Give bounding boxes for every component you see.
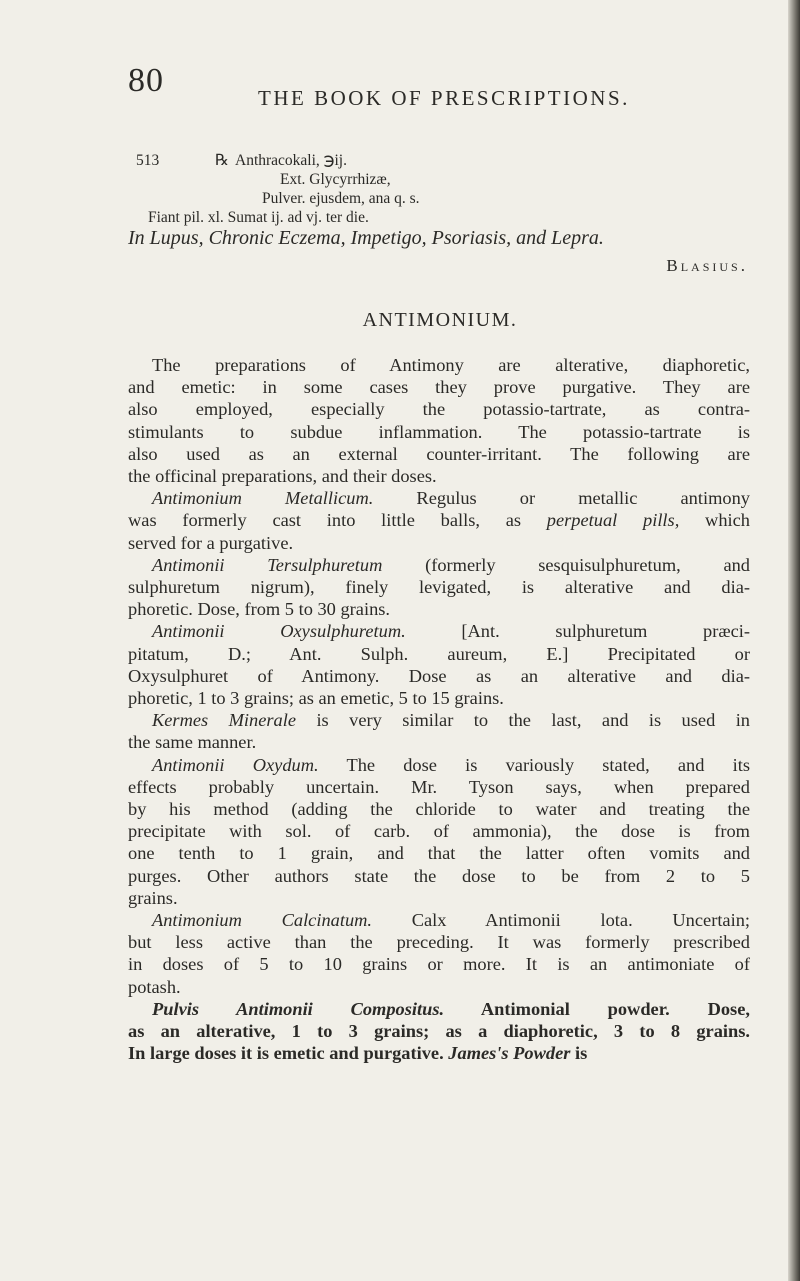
text-line: stimulants to subdue inflammation. The potassio-tartrate is: [128, 421, 750, 442]
text-line: Antimonii Oxysulphuretum. [Ant. sulphuretum præci-: [152, 621, 750, 642]
text-line: effects probably uncertain. Mr. Tyson says, when prepared: [128, 776, 750, 797]
page-edge-shadow: [788, 0, 800, 1281]
section-body: [128, 354, 750, 1065]
text-line: phoretic. Dose, from 5 to 30 grains.: [128, 599, 391, 620]
text-line: as an alterative, 1 to 3 grains; as a diaphoretic, 3 to 8 grains.: [128, 1021, 750, 1042]
entry-term: Antimonii Oxydum.: [152, 754, 319, 775]
text-line: The preparations of Antimony are alterative, diaphoretic,: [152, 355, 750, 375]
prescription-line: Fiant pil. xl. Sumat ij. ad vj. ter die.: [148, 209, 369, 226]
entry-term: Kermes Minerale: [152, 710, 297, 731]
text-line: grains.: [128, 887, 178, 908]
text-line: sulphuretum nigrum), finely levigated, is alterative and dia-: [128, 577, 750, 598]
text-line: Antimonii Tersulphuretum (formerly sesquisulphuretum, and: [152, 554, 750, 575]
section-heading: ANTIMONIUM.: [362, 309, 518, 331]
prescription-author: Blasius.: [666, 256, 748, 275]
entry-term: Antimonii Oxysulphuretum.: [152, 621, 406, 642]
text-line: and emetic: in some cases they prove purgative. They are: [128, 377, 750, 398]
text-line: also employed, especially the potassio-tartrate, as contra-: [128, 399, 750, 420]
entry-term: Antimonium Calcinatum.: [152, 910, 373, 931]
text-line: was formerly cast into little balls, as perpetual pills, which: [128, 510, 750, 531]
prescription-line: Pulver. ejusdem, ana q. s.: [262, 190, 420, 207]
prescription-number: 513: [136, 152, 160, 169]
text-line: also used as an external counter-irritant. The following are: [128, 443, 750, 464]
text-line: precipitate with sol. of carb. of ammonia), the dose is from: [128, 821, 750, 842]
text-line: by his method (adding the chloride to water and treating the: [128, 799, 750, 820]
recipe-symbol-icon: ℞: [215, 152, 229, 169]
text-line: served for a purgative.: [128, 532, 294, 553]
text-line: In large doses it is emetic and purgative. James's Powder is: [128, 1043, 588, 1064]
text-line: purges. Other authors state the dose to be from 2 to 5: [128, 865, 750, 886]
text-line: but less active than the preceding. It was formerly prescribed: [128, 932, 750, 953]
text-line: phoretic, 1 to 3 grains; as an emetic, 5 to 15 grains.: [128, 688, 504, 709]
text-line: the officinal preparations, and their doses.: [128, 466, 437, 487]
text-line: in doses of 5 to 10 grains or more. It is an antimoniate of: [128, 954, 750, 975]
text-line: pitatum, D.; Ant. Sulph. aureum, E.] Precipitated or: [128, 643, 750, 664]
prescription-line: Ext. Glycyrrhizæ,: [280, 171, 391, 188]
running-title: THE BOOK OF PRESCRIPTIONS.: [258, 86, 630, 110]
text-line: Antimonium Metallicum. Regulus or metallic antimony: [152, 488, 750, 509]
entry-term: Antimonium Metallicum.: [152, 488, 374, 509]
text-line: Antimonii Oxydum. The dose is variously stated, and its: [152, 754, 750, 775]
text-line: the same manner.: [128, 732, 257, 753]
prescription-indication: In Lupus, Chronic Eczema, Impetigo, Psoriasis, and Lepra.: [128, 227, 604, 249]
text-line: potash.: [128, 976, 181, 997]
page-number: 80: [128, 62, 164, 99]
entry-term: Pulvis Antimonii Compositus.: [152, 998, 445, 1019]
text-line: Pulvis Antimonii Compositus. Antimonial powder. Dose,: [152, 998, 750, 1019]
prescription-line: Anthracokali, ℈ij.: [235, 152, 347, 169]
entry-term: Antimonii Tersulphuretum: [152, 554, 383, 575]
text-line: Kermes Minerale is very similar to the last, and is used in: [152, 710, 750, 731]
text-line: Antimonium Calcinatum. Calx Antimonii lota. Uncertain;: [152, 910, 751, 931]
text-line: Oxysulphuret of Antimony. Dose as an alterative and dia-: [128, 665, 750, 686]
text-line: one tenth to 1 grain, and that the latter often vomits and: [128, 843, 750, 864]
